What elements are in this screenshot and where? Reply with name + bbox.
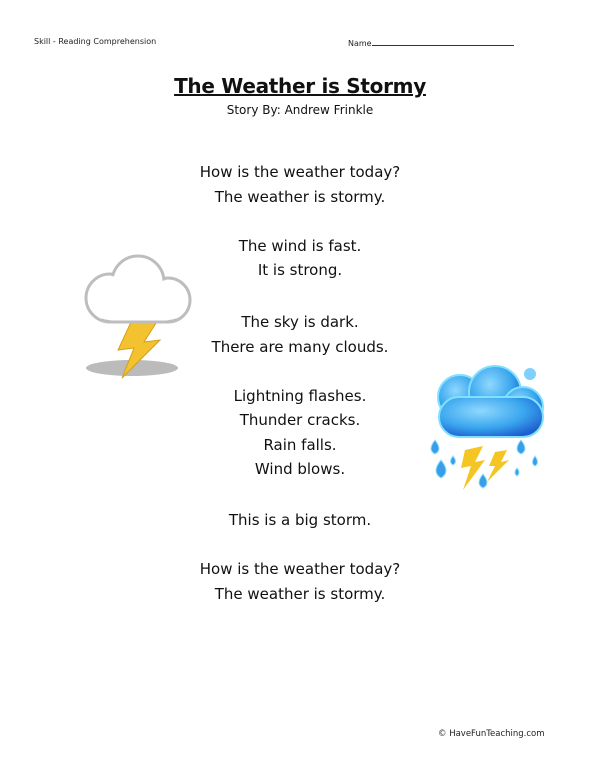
- story-byline: Story By: Andrew Frinkle: [226, 103, 374, 117]
- copyright-footer: © HaveFunTeaching.com: [438, 729, 545, 739]
- story-line: Lightning flashes.: [233, 387, 367, 405]
- name-label: Name: [348, 39, 372, 48]
- story-line: The weather is stormy.: [214, 585, 386, 603]
- storm-cloud-lightning-icon: [80, 250, 200, 385]
- name-blank-line[interactable]: [372, 37, 514, 46]
- story-line: Wind blows.: [254, 460, 346, 478]
- name-field[interactable]: [348, 37, 514, 48]
- story-line: How is the weather today?: [199, 163, 401, 181]
- story-line: The weather is stormy.: [214, 188, 386, 206]
- rain-cloud-lightning-icon: [425, 362, 550, 492]
- page-title: The Weather is Stormy: [174, 74, 426, 98]
- story-line: How is the weather today?: [199, 560, 401, 578]
- story-line: Rain falls.: [263, 436, 337, 454]
- skill-label: Skill - Reading Comprehension: [34, 37, 157, 46]
- story-line: It is strong.: [257, 261, 343, 279]
- story-line: The wind is fast.: [238, 237, 362, 255]
- story-line: There are many clouds.: [211, 338, 389, 356]
- story-line: Thunder cracks.: [239, 411, 361, 429]
- story-line: The sky is dark.: [241, 313, 359, 331]
- story-line: This is a big storm.: [228, 511, 372, 529]
